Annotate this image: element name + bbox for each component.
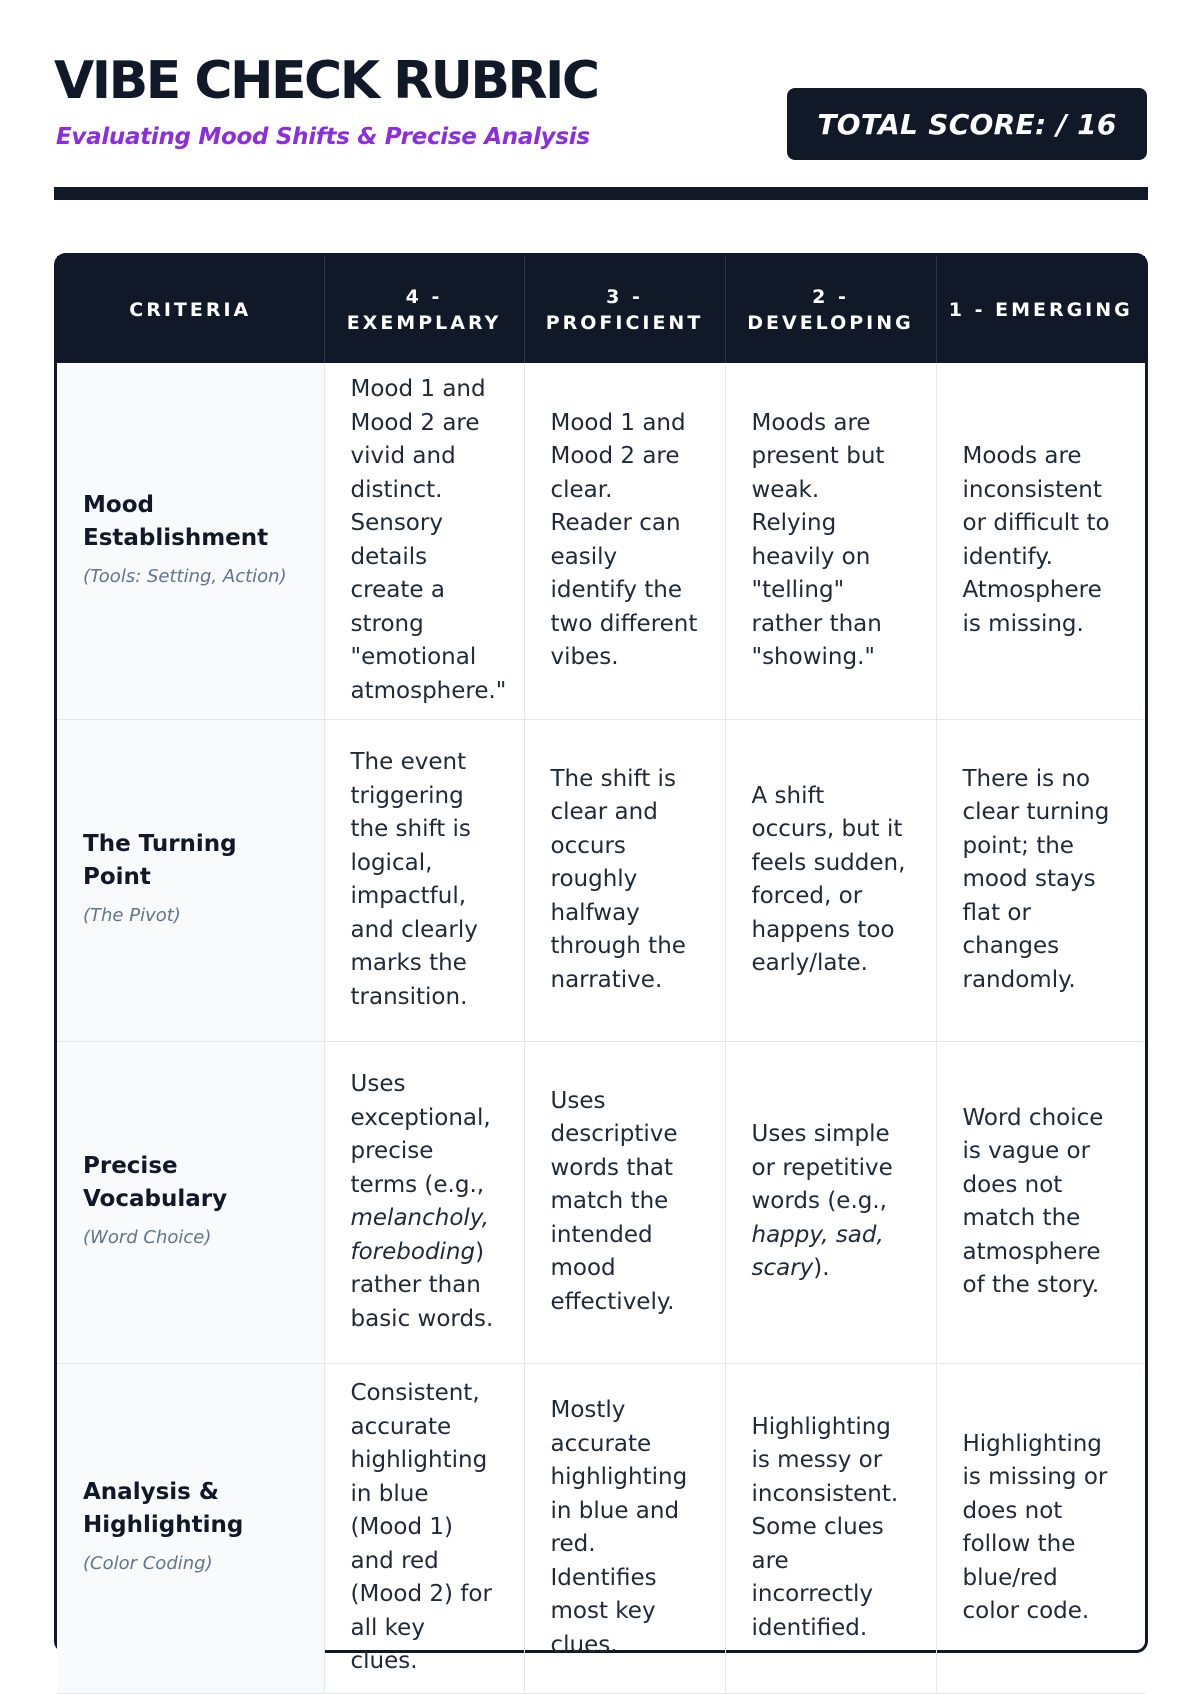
column-header-proficient: 3 - PROFICIENT [524,256,725,363]
criterion-cell [57,1041,324,1363]
column-header-exemplary: 4 - EXEMPLARY [324,256,524,363]
table-row [57,1041,1145,1363]
criterion-cell [57,1363,324,1693]
header-divider [54,187,1148,200]
column-header-developing: 2 - DEVELOPING [725,256,936,363]
criterion-tools: (Color Coding) [83,1552,213,1574]
descriptor-cell-developing [725,1041,936,1363]
descriptor-cell-developing: A shift occurs, but it feels sudden, forced, or happens too early/late. [725,719,936,1041]
descriptor-text: ). [813,1255,830,1282]
descriptor-cell-developing: Moods are present but weak. Relying heavily on "telling" rather than "showing." [725,363,936,719]
rubric-table [54,253,1148,1675]
descriptor-cell-exemplary: The event triggering the shift is logical, impactful, and clearly marks the transition. [324,719,524,1041]
descriptor-cell-proficient: Uses descriptive words that match the intended mood effectively. [524,1041,725,1363]
descriptor-cell-proficient: Mood 1 and Mood 2 are clear. Reader can easily identify the two different vibes. [524,363,725,719]
descriptor-cell-emerging: Word choice is vague or does not match the atmosphere of the story. [936,1041,1145,1363]
descriptor-cell-emerging: Highlighting is missing or does not follow the blue/red color code. [936,1363,1145,1693]
criterion-name: Precise Vocabulary [83,1152,228,1213]
descriptor-text: Uses exceptional, precise terms (e.g., [350,1071,491,1198]
descriptor-cell-developing: Highlighting is messy or inconsistent. Some clues are incorrectly identified. [725,1363,936,1693]
criterion-tools: (The Pivot) [83,904,181,926]
column-header-criteria: CRITERIA [57,256,324,363]
descriptor-cell-emerging: Moods are inconsistent or difficult to identify. Atmosphere is missing. [936,363,1145,719]
descriptor-cell-emerging: There is no clear turning point; the mood stays flat or changes randomly. [936,719,1145,1041]
descriptor-cell-proficient: Mostly accurate highlighting in blue and red. Identifies most key clues. [524,1363,725,1693]
descriptor-cell-exemplary [324,1041,524,1363]
table-header-row [57,256,1145,363]
criterion-name: The Turning Point [83,830,237,891]
descriptor-cell-proficient: The shift is clear and occurs roughly halfway through the narrative. [524,719,725,1041]
criterion-cell [57,719,324,1041]
total-score-badge: TOTAL SCORE: / 16 [787,88,1147,160]
table-row [57,363,1145,719]
page-title: VIBE CHECK RUBRIC [54,51,598,111]
example-words: melancholy, foreboding [350,1205,489,1265]
column-header-emerging: 1 - EMERGING [936,256,1145,363]
table-row [57,719,1145,1041]
example-words: happy, sad, scary [751,1221,884,1282]
descriptor-text: Uses simple or repetitive words (e.g., [751,1121,893,1215]
criterion-cell [57,363,324,719]
criterion-tools: (Tools: Setting, Action) [83,565,287,587]
descriptor-cell-exemplary: Consistent, accurate highlighting in blue (Mood 1) and red (Mood 2) for all key clues. [324,1363,524,1693]
descriptor-text: ) rather than basic words. [350,1238,494,1332]
criterion-name: Mood Establishment [83,491,269,551]
criterion-tools: (Word Choice) [83,1226,212,1248]
criterion-name: Analysis & Highlighting [83,1478,244,1539]
descriptor-cell-exemplary: Mood 1 and Mood 2 are vivid and distinct. Sensory details create a strong "emotional atmosphere." [324,363,524,719]
table-row [57,1363,1145,1693]
page-subtitle: Evaluating Mood Shifts & Precise Analysis [56,124,590,150]
